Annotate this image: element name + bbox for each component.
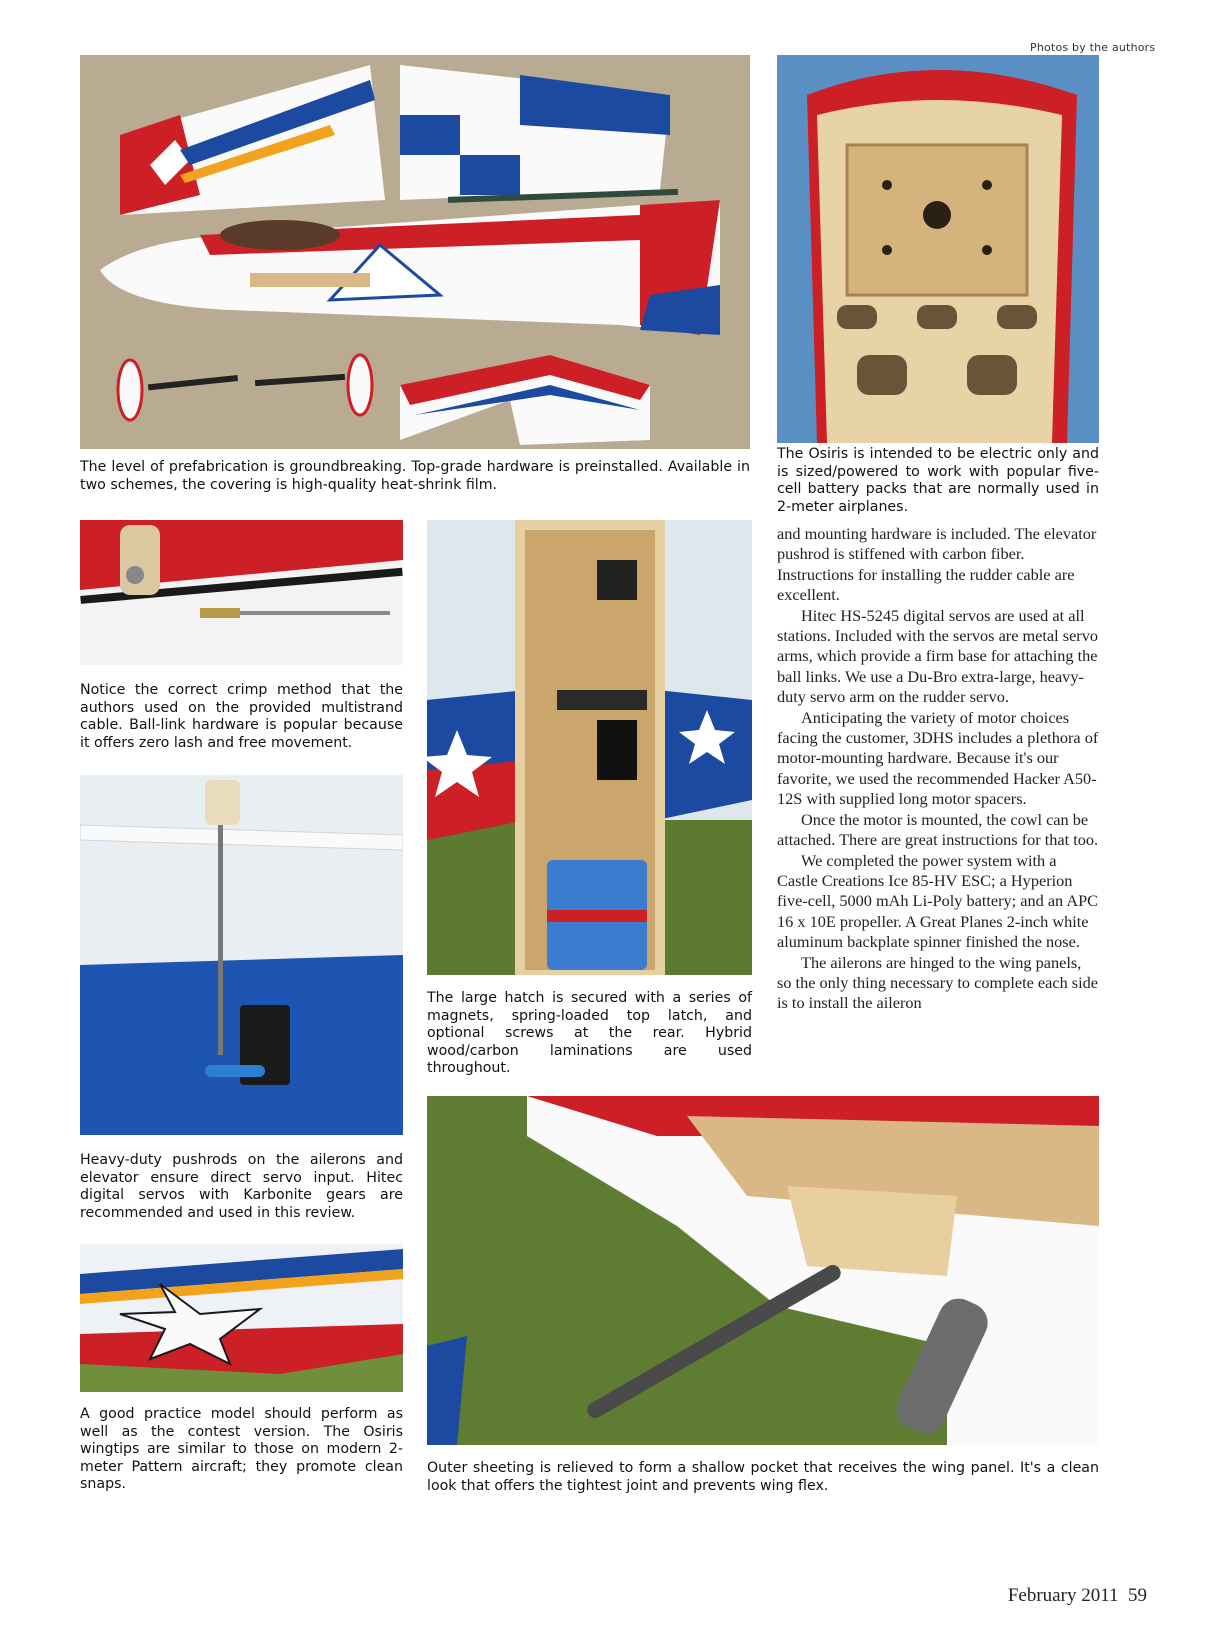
photo-airplane-parts — [80, 55, 750, 449]
folio — [1008, 1585, 1147, 1607]
photo-crimp-cable — [80, 520, 403, 665]
photo-wing-pocket — [427, 1096, 1099, 1445]
body-paragraph: Once the motor is mounted, the cowl can be attached. There are great instructions for that too. — [777, 809, 1099, 850]
body-paragraph: Anticipating the variety of motor choices facing the customer, 3DHS includes a plethora of motor-mounting hardware. Because it's our favorite, we used the recommended Hacker A50-12S with supplied long motor spacers. — [777, 707, 1099, 809]
caption-crimp: Notice the correct crimp method that the authors used on the provided multistrand cable. Ball-link hardware is popular because it offers zero lash and free movement. — [80, 682, 403, 751]
photo-large-hatch — [427, 520, 752, 975]
article-body — [777, 524, 1099, 1014]
caption-prefabrication: The level of prefabrication is groundbreaking. Top-grade hardware is preinstalled. Available in two schemes, the covering is high-quality heat-shrink film. — [80, 459, 750, 493]
photo-credit: Photos by the authors — [1030, 41, 1156, 54]
caption-pushrods: Heavy-duty pushrods on the ailerons and elevator ensure direct servo input. Hitec digital servos with Karbonite gears are recommended and used in this review. — [80, 1152, 403, 1221]
caption-hatch: The large hatch is secured with a series of magnets, spring-loaded top latch, and optional screws at the rear. Hybrid wood/carbon laminations are used throughout. — [427, 990, 752, 1076]
caption-sheeting: Outer sheeting is relieved to form a shallow pocket that receives the wing panel. It's a clean look that offers the tightest joint and prevents wing flex. — [427, 1460, 1099, 1494]
photo-pushrod-servo — [80, 775, 403, 1135]
caption-wingtips: A good practice model should perform as well as the contest version. The Osiris wingtips are similar to those on modern 2-meter Pattern aircraft; they promote clean snaps. — [80, 1406, 403, 1492]
caption-electric-only: The Osiris is intended to be electric only and is sized/powered to work with popular five-cell battery packs that are normally used in 2-meter airplanes. — [777, 446, 1099, 515]
folio-page: 59 — [1128, 1585, 1147, 1606]
body-paragraph: Hitec HS-5245 digital servos are used at all stations. Included with the servos are metal servo arms, which provide a firm base for attaching the ball links. We use a Du-Bro extra-large, heavy-duty servo arm on the rudder servo. — [777, 605, 1099, 707]
body-paragraph: and mounting hardware is included. The elevator pushrod is stiffened with carbon fiber. Instructions for installing the rudder cable are excellent. — [777, 524, 1097, 605]
folio-issue: February 2011 — [1007, 1585, 1119, 1606]
body-paragraph: The ailerons are hinged to the wing panels, so the only thing necessary to complete each side is to install the aileron — [777, 952, 1099, 1013]
photo-wingtip — [80, 1244, 403, 1392]
photo-battery-bay — [777, 55, 1099, 443]
body-paragraph: We completed the power system with a Castle Creations Ice 85-HV ESC; a Hyperion five-cell, 5000 mAh Li-Poly battery; and an APC 16 x 10E propeller. A Great Planes 2-inch white aluminum backplate spinner finished the nose. — [777, 850, 1099, 952]
